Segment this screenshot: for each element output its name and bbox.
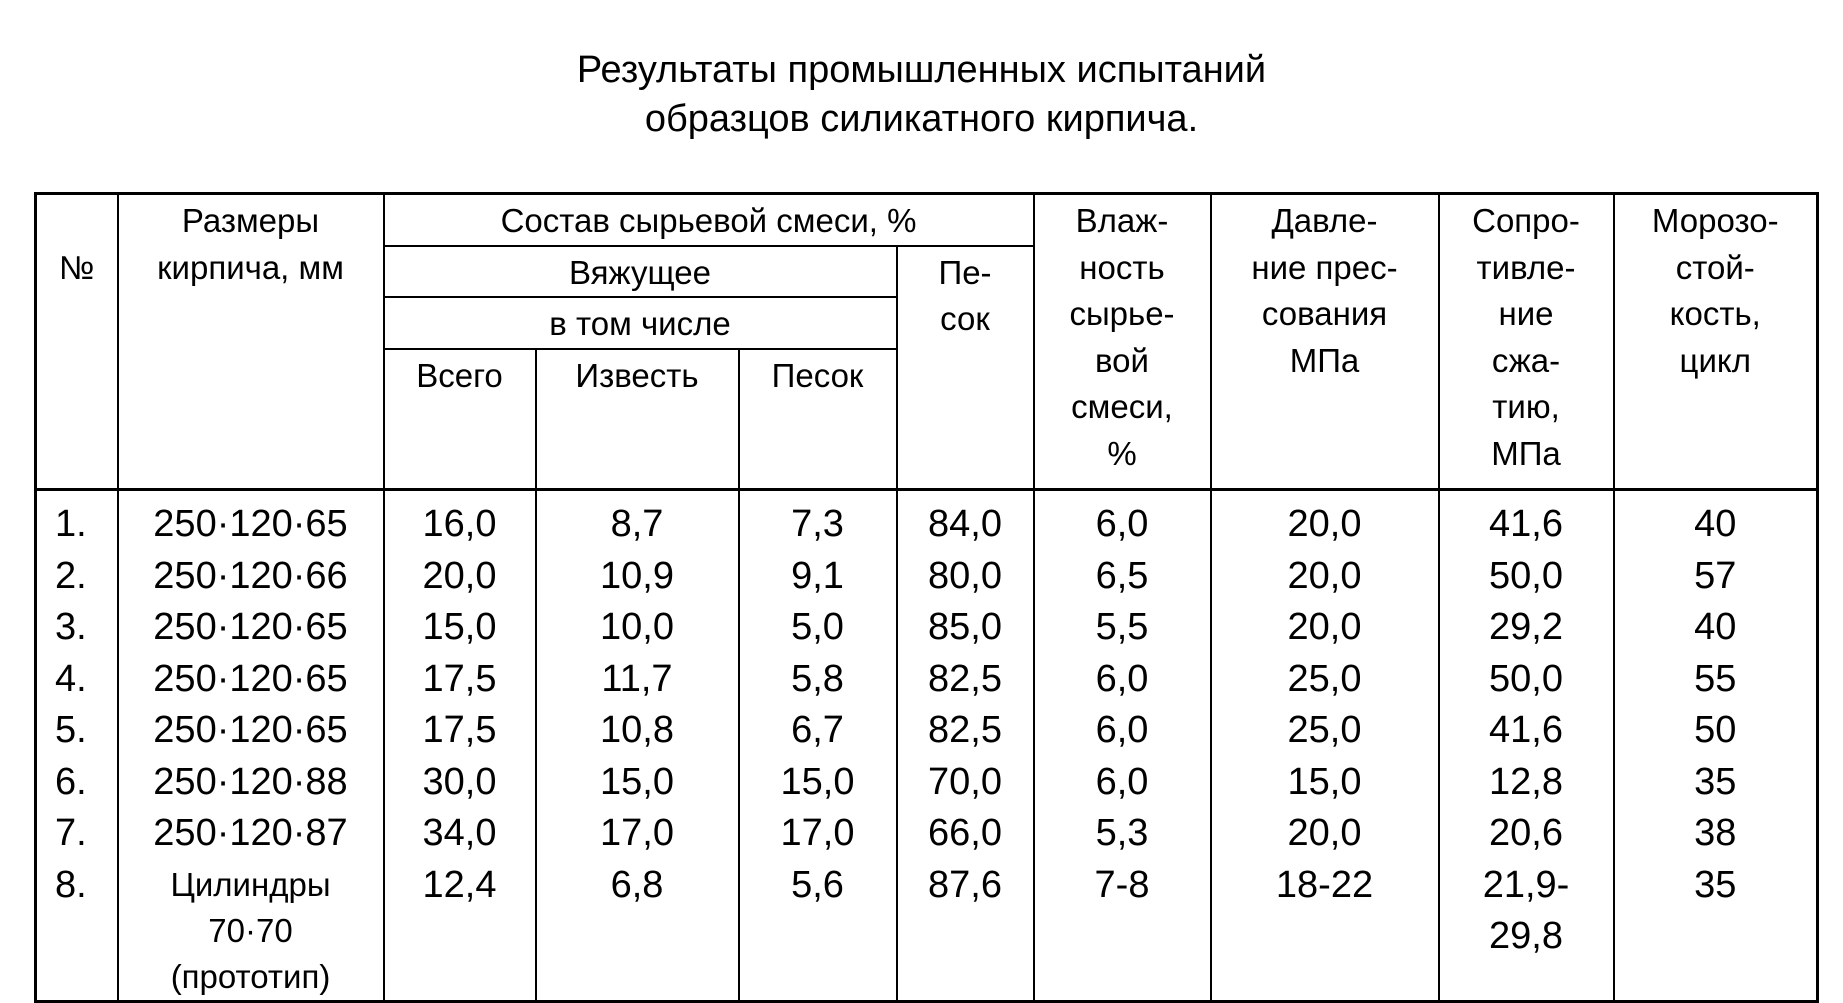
header-frost-resistance: Морозо- стой- кость, цикл — [1614, 194, 1818, 490]
cell-binder-sand: 7,3 9,1 5,0 5,8 6,7 15,0 17,0 5,6 — [739, 490, 897, 1002]
header-binder-sand: Песок — [739, 349, 897, 490]
header-compressive-strength: Сопро- тивле- ние сжа- тию, МПа — [1439, 194, 1614, 490]
cell-sand: 84,0 80,0 85,0 82,5 82,5 70,0 66,0 87,6 — [897, 490, 1034, 1002]
cell-frost-resistance: 40 57 40 55 50 35 38 35 — [1614, 490, 1818, 1002]
header-brick-size: Размеры кирпича, мм — [118, 194, 384, 490]
header-lime: Известь — [536, 349, 739, 490]
cell-pressure: 20,0 20,0 20,0 25,0 25,0 15,0 20,0 18-22 — [1211, 490, 1439, 1002]
header-number: № — [36, 194, 118, 490]
table-title-line-1: Результаты промышленных испытаний — [576, 49, 1267, 91]
header-binder: Вяжущее — [384, 246, 897, 298]
results-table — [34, 192, 1819, 1003]
cell-number: 1. 2. 3. 4. 5. 6. 7. 8. — [36, 490, 118, 1002]
header-including: в том числе — [384, 297, 897, 349]
cell-brick-size: 250·120·65 250·120·66 250·120·65 250·120·65 250·120·65 250·120·88 250·120·87 Цилиндры 70·70 (прототип) — [118, 490, 384, 1002]
cell-lime: 8,7 10,9 10,0 11,7 10,8 15,0 17,0 6,8 — [536, 490, 739, 1002]
header-pressure: Давле- ние прес- сования МПа — [1211, 194, 1439, 490]
header-sand: Пе- сок — [897, 246, 1034, 490]
cell-compressive-strength: 41,6 50,0 29,2 50,0 41,6 12,8 20,6 21,9- 29,8 — [1439, 490, 1614, 1002]
table-row — [36, 490, 1818, 1002]
cell-binder-total: 16,0 20,0 15,0 17,5 17,5 30,0 34,0 12,4 — [384, 490, 536, 1002]
header-moisture: Влаж- ность сырье- вой смеси, % — [1034, 194, 1211, 490]
cell-moisture: 6,0 6,5 5,5 6,0 6,0 6,0 5,3 7-8 — [1034, 490, 1211, 1002]
header-mix-composition: Состав сырьевой смеси, % — [384, 194, 1034, 246]
header-binder-total: Всего — [384, 349, 536, 490]
table-title-line-2: образцов силикатного кирпича. — [644, 98, 1199, 140]
